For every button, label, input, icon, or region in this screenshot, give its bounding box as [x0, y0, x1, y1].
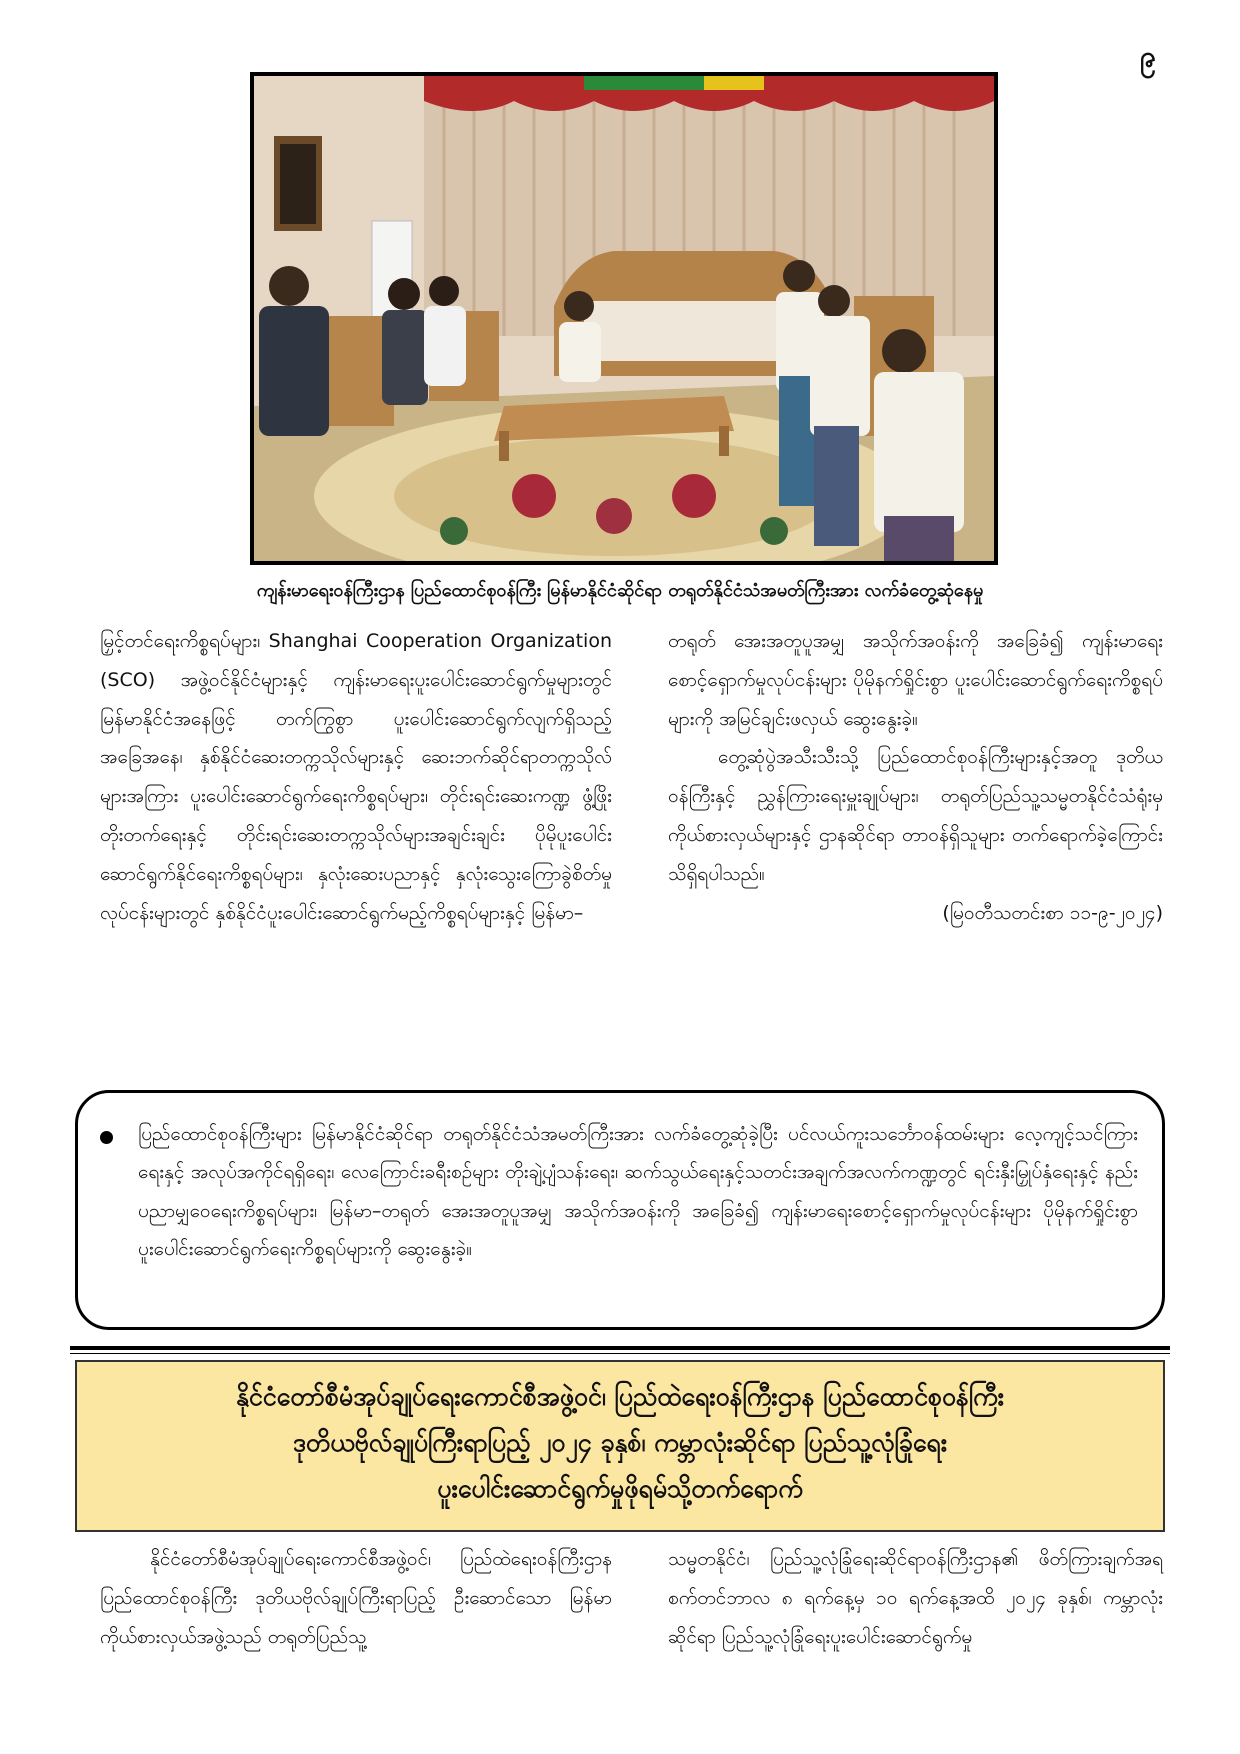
- meeting-photo: [250, 72, 998, 565]
- article2-headline-line-1: နိုင်ငံတော်စီမံအုပ်ချုပ်ရေးကောင်စီအဖွဲ့ဝင်၊ ပြည်ထဲရေးဝန်ကြီးဌာန ပြည်ထောင်စုဝန်ကြီး: [236, 1382, 1004, 1411]
- article2-headline-line-2: ဒုတိယဗိုလ်ချုပ်ကြီးရာပြည့် ၂၀၂၄ ခုနှစ်၊ ကမ္ဘာလုံးဆိုင်ရာ ပြည်သူ့လုံခြုံရေး: [292, 1428, 948, 1457]
- article1-right-paragraph-2: တွေ့ဆုံပွဲအသီးသီးသို့ ပြည်ထောင်စုဝန်ကြီးများနှင့်အတူ ဒုတိယဝန်ကြီးနှင့် ညွှန်ကြားရေးမှူးချုပ်များ၊ တရုတ်ပြည်သူ့သမ္မတနိုင်ငံသံရုံးမှ ကိုယ်စားလှယ်များနှင့် ဌာနဆိုင်ရာ တာဝန်ရှိသူများ တက်ရောက်ခဲ့ကြောင်း သိရှိရပါသည်။: [668, 746, 1163, 885]
- article1-left-paragraph: မြှင့်တင်ရေးကိစ္စရပ်များ၊ Shanghai Cooperation Organization (SCO) အဖွဲ့ဝင်နိုင်ငံများနှင့် ကျန်းမာရေးပူးပေါင်းဆောင်ရွက်မှုများတွင် မြန်မာနိုင်ငံအနေဖြင့် တက်ကြွစွာ ပူးပေါင်းဆောင်ရွက်လျက်ရှိသည့်အခြေအနေ၊ နှစ်နိုင်ငံဆေးတက္ကသိုလ်များနှင့် ဆေးဘက်ဆိုင်ရာတက္ကသိုလ်များအကြား ပူးပေါင်းဆောင်ရွက်ရေးကိစ္စရပ်များ၊ တိုင်းရင်းဆေးကဏ္ဍ ဖွံ့ဖြိုးတိုးတက်ရေးနှင့် တိုင်းရင်းဆေးတက္ကသိုလ်များအချင်းချင်း ပိုမိုပူးပေါင်းဆောင်ရွက်နိုင်ရေးကိစ္စရပ်များ၊ နှလုံးဆေးပညာနှင့် နှလုံးသွေးကြောခွဲစိတ်မှုလုပ်ငန်းများတွင် နှစ်နိုင်ငံပူးပေါင်းဆောင်ရွက်မည့်ကိစ္စရပ်များနှင့် မြန်မာ–: [100, 630, 612, 924]
- page-number: ၉: [1140, 40, 1156, 73]
- summary-callout-box: [75, 1090, 1165, 1330]
- photo-caption: ကျန်းမာရေးဝန်ကြီးဌာန ပြည်ထောင်စုဝန်ကြီး မြန်မာနိုင်ငံဆိုင်ရာ တရုတ်နိုင်ငံသံအမတ်ကြီးအား လက်ခံတွေ့ဆုံနေမှု: [256, 580, 984, 601]
- article2-right-paragraph: သမ္မတနိုင်ငံ၊ ပြည်သူ့လုံခြုံရေးဆိုင်ရာဝန်ကြီးဌာန၏ ဖိတ်ကြားချက်အရ စက်တင်ဘာလ ၈ ရက်နေ့မှ ၁၀ ရက်နေ့အထိ ၂၀၂၄ ခုနှစ်၊ ကမ္ဘာလုံးဆိုင်ရာ ပြည်သူ့လုံခြုံရေးပူးပေါင်းဆောင်ရွက်မှု: [668, 1548, 1163, 1648]
- article1-right-column: [668, 622, 1163, 932]
- meeting-photo-illustration: [254, 76, 994, 561]
- article2-left-column: [100, 1540, 612, 1656]
- section-divider-thin: [70, 1353, 1170, 1354]
- bullet-icon: [100, 1131, 113, 1144]
- article2-headline-line-3: ပူးပေါင်းဆောင်ရွက်မှုဖိုရမ်သို့တက်ရောက်: [437, 1474, 803, 1503]
- article2-left-paragraph: နိုင်ငံတော်စီမံအုပ်ချုပ်ရေးကောင်စီအဖွဲ့ဝင်၊ ပြည်ထဲရေးဝန်ကြီးဌာန ပြည်ထောင်စုဝန်ကြီး ဒုတိယဗိုလ်ချုပ်ကြီးရာပြည့် ဦးဆောင်သော မြန်မာကိုယ်စားလှယ်အဖွဲ့သည် တရုတ်ပြည်သူ့: [100, 1548, 612, 1648]
- article2-right-column: [668, 1540, 1163, 1656]
- article1-left-column: [100, 622, 612, 932]
- section-divider-thick: [70, 1346, 1170, 1350]
- article1-source: (မြဝတီသတင်းစာ ၁၁-၉-၂၀၂၄): [942, 901, 1163, 924]
- summary-callout-text: ပြည်ထောင်စုဝန်ကြီးများ မြန်မာနိုင်ငံဆိုင်ရာ တရုတ်နိုင်ငံသံအမတ်ကြီးအား လက်ခံတွေ့ဆုံခဲ့ပြီး ပင်လယ်ကူးသင်္ဘောဝန်ထမ်းများ လေ့ကျင့်သင်ကြားရေးနှင့် အလုပ်အကိုင်ရရှိရေး၊ လေကြောင်းခရီးစဉ်များ တိုးချဲ့ပျံသန်းရေး၊ ဆက်သွယ်ရေးနှင့်သတင်းအချက်အလက်ကဏ္ဍတွင် ရင်းနှီးမြှုပ်နှံရေးနှင့် နည်းပညာမျှဝေရေးကိစ္စရပ်များ၊ မြန်မာ–တရုတ် အေးအတူပူအမျှ အသိုက်အဝန်းကို အခြေခံ၍ ကျန်းမာရေးစောင့်ရှောက်မှုလုပ်ငန်းများ ပိုမိုနက်ရှိုင်းစွာ ပူးပေါင်းဆောင်ရွက်ရေးကိစ္စရပ်များကို ဆွေးနွေးခဲ့။: [138, 1123, 1138, 1261]
- article1-right-paragraph-1: တရုတ် အေးအတူပူအမျှ အသိုက်အဝန်းကို အခြေခံ၍ ကျန်းမာရေးစောင့်ရှောက်မှုလုပ်ငန်းများ ပိုမိုနက်ရှိုင်းစွာ ပူးပေါင်းဆောင်ရွက်ရေးကိစ္စရပ်များကို အမြင်ချင်းဖလှယ် ဆွေးနွေးခဲ့။: [668, 630, 1163, 730]
- article2-headline-box: [75, 1360, 1165, 1532]
